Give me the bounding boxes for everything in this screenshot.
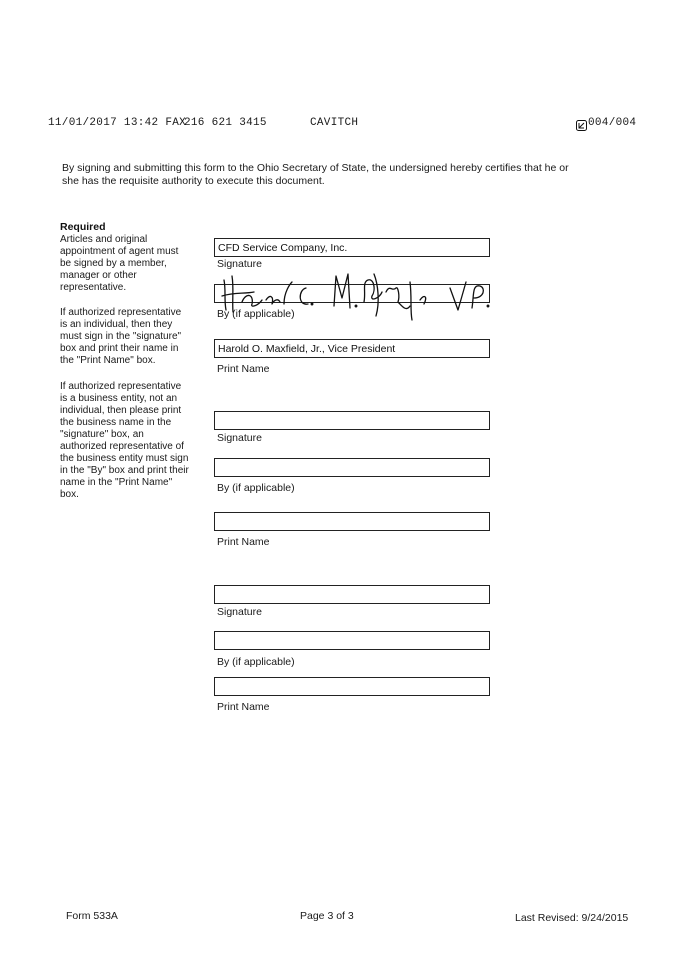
fax-page-counter: 004/004	[588, 117, 637, 129]
signature-label-2: Signature	[217, 432, 262, 444]
print-name-field-2[interactable]	[214, 512, 490, 531]
signature-label-3: Signature	[217, 606, 262, 618]
print-name-label-2: Print Name	[217, 536, 270, 548]
signature-value-1: CFD Service Company, Inc.	[218, 242, 348, 254]
print-name-label-3: Print Name	[217, 701, 270, 713]
fax-company: CAVITCH	[310, 117, 359, 129]
print-name-label-1: Print Name	[217, 363, 270, 375]
signature-field-3[interactable]	[214, 585, 490, 604]
form-number: Form 533A	[66, 910, 118, 922]
print-name-value-1: Harold O. Maxfield, Jr., Vice President	[218, 343, 396, 355]
print-name-field-3[interactable]	[214, 677, 490, 696]
fax-page-icon	[576, 118, 587, 129]
by-field-3[interactable]	[214, 631, 490, 650]
fax-phone: 216 621 3415	[184, 117, 267, 129]
by-field-2[interactable]	[214, 458, 490, 477]
by-label-1: By (if applicable)	[217, 308, 295, 320]
by-label-2: By (if applicable)	[217, 482, 295, 494]
by-label-3: By (if applicable)	[217, 656, 295, 668]
signature-label-1: Signature	[217, 258, 262, 270]
required-paragraph-3: If authorized representative is a business entity, not an individual, then please print the business name in the "signature" box, an authorized representative of the business entity must sign in the "By" box and print their name in the "Print Name" box.	[60, 381, 189, 500]
signature-field-1[interactable]	[214, 238, 490, 257]
last-revised: Last Revised: 9/24/2015	[515, 912, 629, 924]
certification-statement: By signing and submitting this form to the Ohio Secretary of State, the undersigned hereby certifies that he or she has the requisite authority to execute this document.	[62, 162, 569, 187]
fax-date-time: 11/01/2017 13:42 FAX	[48, 117, 187, 129]
required-paragraph-2: If authorized representative is an individual, then they must sign in the "signature" box and print their name in the "Print Name" box.	[60, 307, 182, 366]
print-name-field-1[interactable]	[214, 339, 490, 358]
required-heading: Required	[60, 221, 106, 233]
signature-field-2[interactable]	[214, 411, 490, 430]
page-number: Page 3 of 3	[300, 910, 354, 922]
required-paragraph-1: Articles and original appointment of agent must be signed by a member, manager or other representative.	[60, 234, 179, 293]
